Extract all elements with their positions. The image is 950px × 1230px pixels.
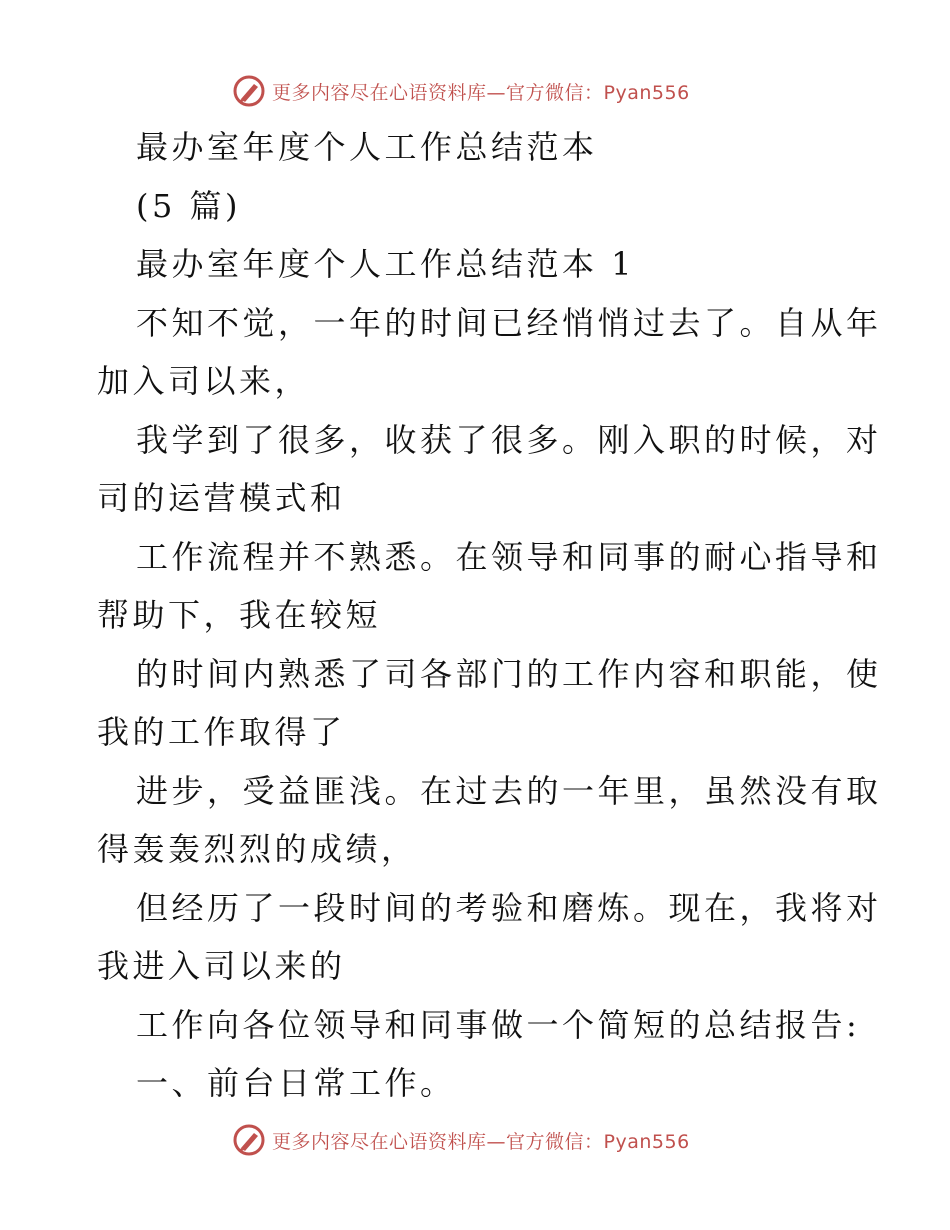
document-count: (5 篇) xyxy=(136,187,242,225)
text-line: 得轰轰烈烈的成绩， xyxy=(97,830,417,868)
footer-watermark xyxy=(232,1122,690,1158)
text-line: 一、前台日常工作。 xyxy=(136,1064,456,1102)
text-line: 我的工作取得了 xyxy=(97,713,346,751)
text-line: 司的运营模式和 xyxy=(97,479,346,517)
text-line: 的时间内熟悉了司各部门的工作内容和职能，使 xyxy=(136,655,882,693)
text-line: 进步，受益匪浅。在过去的一年里，虽然没有取 xyxy=(136,772,882,810)
text-line: 我进入司以来的 xyxy=(97,947,346,985)
text-line: 不知不觉，一年的时间已经悄悄过去了。自从年 xyxy=(136,304,882,342)
watermark-text: 更多内容尽在心语资料库—官方微信：Pyan556 xyxy=(272,81,690,104)
text-line: 加入司以来， xyxy=(97,362,311,400)
text-line: 工作流程并不熟悉。在领导和同事的耐心指导和 xyxy=(136,538,882,576)
text-line: 帮助下，我在较短 xyxy=(97,596,382,634)
document-title: 最办室年度个人工作总结范本 xyxy=(136,128,598,166)
text-line: 我学到了很多，收获了很多。刚入职的时候，对 xyxy=(136,421,882,459)
text-line: 工作向各位领导和同事做一个简短的总结报告: xyxy=(136,1006,861,1044)
watermark-text: 更多内容尽在心语资料库—官方微信：Pyan556 xyxy=(272,1130,690,1153)
text-line: 但经历了一段时间的考验和磨炼。现在，我将对 xyxy=(136,889,882,927)
pen-logo-icon xyxy=(232,1123,266,1157)
section-heading: 最办室年度个人工作总结范本 1 xyxy=(136,245,636,283)
